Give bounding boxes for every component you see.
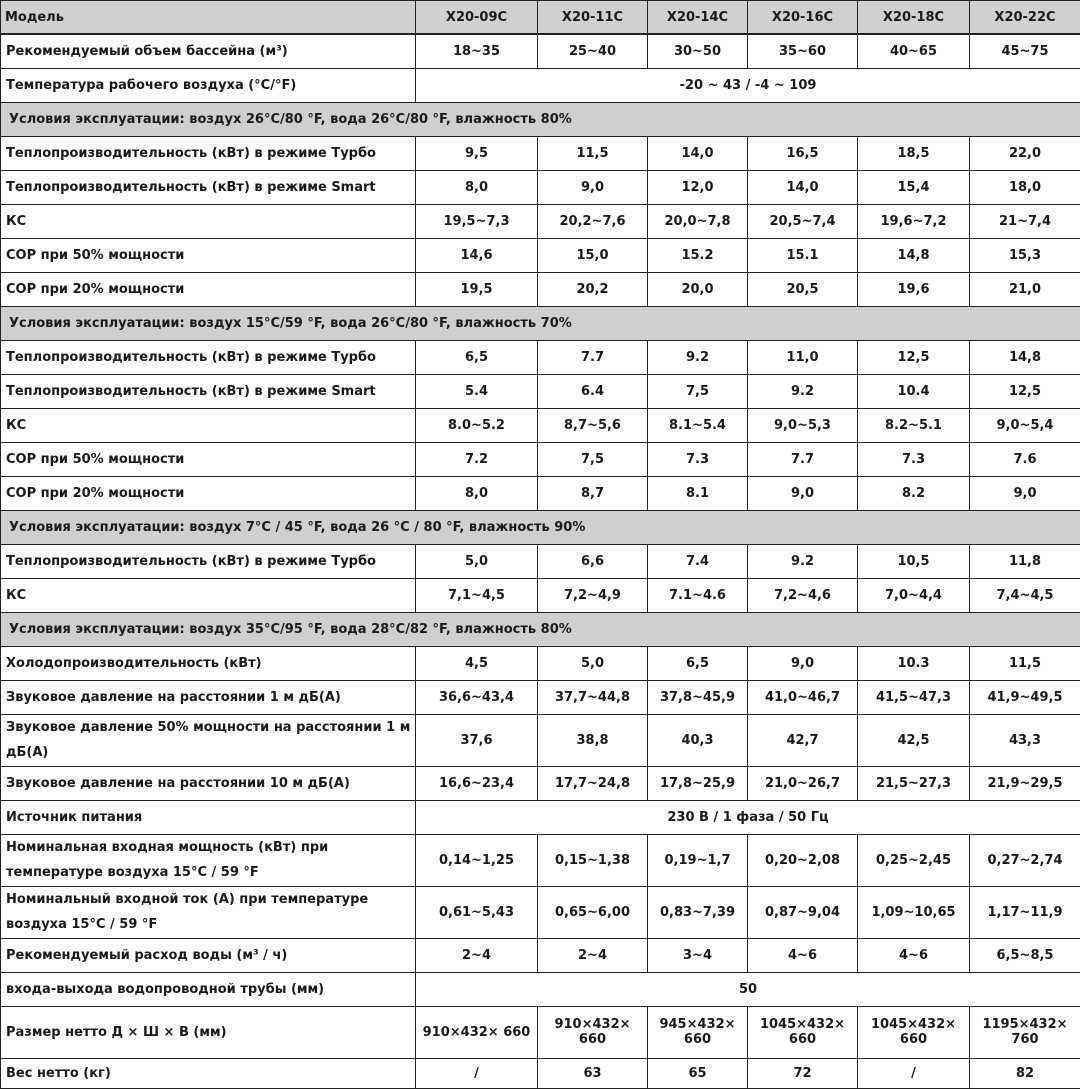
table-row [1,646,1080,680]
section-title: Условия эксплуатации: воздух 35°C/95 °F, вода 28°C/82 °F, влажность 80% [1,612,1080,646]
row-value: 8.0~5.2 [416,408,538,442]
row-label: Звуковое давление на расстоянии 10 м дБ(А) [1,766,416,800]
row-label: КС [1,578,416,612]
row-value: 7,5 [648,374,748,408]
row-value: 7.3 [858,442,970,476]
row-value: 6.4 [538,374,648,408]
table-row [1,1006,1080,1058]
row-value: 42,5 [858,714,970,766]
row-value: 14,0 [648,136,748,170]
row-label: Теплопроизводительность (кВт) в режиме Турбо [1,136,416,170]
row-value: 43,3 [970,714,1080,766]
row-value: 1,17~11,9 [970,886,1080,938]
row-value: 8.1 [648,476,748,510]
row-value: 2~4 [538,938,648,972]
header-model: X20-18C [858,1,970,35]
row-value: 16,5 [748,136,858,170]
row-value: 7,2~4,9 [538,578,648,612]
table-row [1,680,1080,714]
row-value: 1045×432× 660 [858,1006,970,1058]
row-value: 5,0 [538,646,648,680]
row-label: Звуковое давление 50% мощности на расстоянии 1 м дБ(А) [1,714,416,766]
table-row [1,1058,1080,1088]
row-value: 30~50 [648,34,748,68]
row-value: 19,6 [858,272,970,306]
table-row [1,136,1080,170]
section-title: Условия эксплуатации: воздух 15°C/59 °F, вода 26°C/80 °F, влажность 70% [1,306,1080,340]
row-value: 82 [970,1058,1080,1088]
row-value: 1045×432× 660 [748,1006,858,1058]
row-value: 0,61~5,43 [416,886,538,938]
row-value: 10,5 [858,544,970,578]
row-label: Рекомендуемый расход воды (м³ / ч) [1,938,416,972]
section-row [1,102,1080,136]
row-value: 9,0~5,4 [970,408,1080,442]
row-value: 22,0 [970,136,1080,170]
row-value: 5.4 [416,374,538,408]
row-label: Вес нетто (кг) [1,1058,416,1088]
row-label: Звуковое давление на расстоянии 1 м дБ(А) [1,680,416,714]
row-value: 35~60 [748,34,858,68]
row-value: 4~6 [858,938,970,972]
row-label: Рекомендуемый объем бассейна (м³) [1,34,416,68]
row-label: COP при 20% мощности [1,476,416,510]
row-label: Температура рабочего воздуха (°C/°F) [1,68,416,102]
row-label: Теплопроизводительность (кВт) в режиме Турбо [1,340,416,374]
row-value: 0,14~1,25 [416,834,538,886]
section-row [1,510,1080,544]
row-value: 6,5~8,5 [970,938,1080,972]
row-label: Теплопроизводительность (кВт) в режиме Smart [1,170,416,204]
row-value: 15,3 [970,238,1080,272]
table-row [1,68,1080,102]
row-value: 45~75 [970,34,1080,68]
row-value: 6,5 [416,340,538,374]
row-value: 910×432× 660 [538,1006,648,1058]
table-row [1,476,1080,510]
table-row [1,972,1080,1006]
row-value: 37,7~44,8 [538,680,648,714]
row-value: 7.7 [748,442,858,476]
row-value: 7,1~4,5 [416,578,538,612]
row-value: 38,8 [538,714,648,766]
table-row [1,834,1080,886]
row-value: 10.3 [858,646,970,680]
row-value: 10.4 [858,374,970,408]
row-label: КС [1,204,416,238]
table-row [1,340,1080,374]
row-value: 14,8 [970,340,1080,374]
row-value: 12,0 [648,170,748,204]
row-label: COP при 50% мощности [1,442,416,476]
header-model: X20-11C [538,1,648,35]
row-value: / [858,1058,970,1088]
row-value: 0,25~2,45 [858,834,970,886]
row-value: 19,5 [416,272,538,306]
header-model-label: Модель [1,1,416,35]
row-value: 15,0 [538,238,648,272]
row-value: 65 [648,1058,748,1088]
row-label: Номинальный входной ток (А) при температуре воздуха 15°C / 59 °F [1,886,416,938]
row-value: 7.1~4.6 [648,578,748,612]
row-value: 9,0~5,3 [748,408,858,442]
section-row [1,612,1080,646]
row-value: 41,9~49,5 [970,680,1080,714]
section-title: Условия эксплуатации: воздух 7°C / 45 °F, вода 26 °C / 80 °F, влажность 90% [1,510,1080,544]
table-row [1,800,1080,834]
header-row [1,1,1080,35]
row-label: COP при 20% мощности [1,272,416,306]
row-value: 20,0 [648,272,748,306]
row-value: 19,5~7,3 [416,204,538,238]
row-value: 9,5 [416,136,538,170]
row-label: входа-выхода водопроводной трубы (мм) [1,972,416,1006]
row-value: 0,27~2,74 [970,834,1080,886]
row-value: 0,65~6,00 [538,886,648,938]
row-value: 7,4~4,5 [970,578,1080,612]
row-label: Размер нетто Д × Ш × В (мм) [1,1006,416,1058]
table-row [1,408,1080,442]
section-title: Условия эксплуатации: воздух 26°C/80 °F, вода 26°C/80 °F, влажность 80% [1,102,1080,136]
row-value: 4,5 [416,646,538,680]
row-value: 9.2 [748,544,858,578]
row-value: 9,0 [748,476,858,510]
row-value: 20,0~7,8 [648,204,748,238]
row-value: 7,2~4,6 [748,578,858,612]
row-value: 8.2~5.1 [858,408,970,442]
row-value: 6,6 [538,544,648,578]
row-value: 11,8 [970,544,1080,578]
row-value: 11,5 [538,136,648,170]
row-value: 11,0 [748,340,858,374]
row-value: 19,6~7,2 [858,204,970,238]
table-row [1,238,1080,272]
row-value: 7.7 [538,340,648,374]
row-value: 25~40 [538,34,648,68]
row-value-all-models: -20 ~ 43 / -4 ~ 109 [416,68,1080,102]
row-value: 7.3 [648,442,748,476]
row-value: 36,6~43,4 [416,680,538,714]
row-value: 0,83~7,39 [648,886,748,938]
table-row [1,170,1080,204]
row-value: 21,0 [970,272,1080,306]
row-value: 42,7 [748,714,858,766]
table-row [1,578,1080,612]
row-value: 72 [748,1058,858,1088]
header-model: X20-16C [748,1,858,35]
spec-body [1,34,1080,1088]
row-value: 4~6 [748,938,858,972]
row-value: 21~7,4 [970,204,1080,238]
table-row [1,204,1080,238]
row-value: 9.2 [748,374,858,408]
header-model: X20-14C [648,1,748,35]
table-row [1,714,1080,766]
table-row [1,766,1080,800]
row-value: 0,20~2,08 [748,834,858,886]
table-row [1,886,1080,938]
row-value: 15,4 [858,170,970,204]
section-row [1,306,1080,340]
header-model: X20-22C [970,1,1080,35]
row-value: 20,5~7,4 [748,204,858,238]
row-value: 0,87~9,04 [748,886,858,938]
row-value: 12,5 [970,374,1080,408]
row-value-all-models: 50 [416,972,1080,1006]
row-value: 18~35 [416,34,538,68]
row-value: 1195×432× 760 [970,1006,1080,1058]
row-value: 14,8 [858,238,970,272]
row-value: 14,0 [748,170,858,204]
row-value-all-models: 230 В / 1 фаза / 50 Гц [416,800,1080,834]
row-value: 18,5 [858,136,970,170]
row-value: 9,0 [970,476,1080,510]
row-value: 21,5~27,3 [858,766,970,800]
row-value: 7.2 [416,442,538,476]
row-value: 0,15~1,38 [538,834,648,886]
row-value: 910×432× 660 [416,1006,538,1058]
table-row [1,544,1080,578]
row-value: 37,6 [416,714,538,766]
table-row [1,442,1080,476]
row-value: 16,6~23,4 [416,766,538,800]
row-label: Источник питания [1,800,416,834]
row-value: 7.6 [970,442,1080,476]
row-value: 40~65 [858,34,970,68]
row-value: 9,0 [748,646,858,680]
row-value: 12,5 [858,340,970,374]
row-value: 14,6 [416,238,538,272]
row-value: 3~4 [648,938,748,972]
row-value: 8.2 [858,476,970,510]
row-value: / [416,1058,538,1088]
row-value: 5,0 [416,544,538,578]
table-row [1,374,1080,408]
row-value: 6,5 [648,646,748,680]
row-value: 18,0 [970,170,1080,204]
row-value: 21,0~26,7 [748,766,858,800]
table-row [1,272,1080,306]
row-value: 0,19~1,7 [648,834,748,886]
row-value: 8,0 [416,170,538,204]
row-value: 7.4 [648,544,748,578]
table-row [1,938,1080,972]
row-label: Холодопроизводительность (кВт) [1,646,416,680]
row-value: 11,5 [970,646,1080,680]
row-label: Теплопроизводительность (кВт) в режиме Турбо [1,544,416,578]
row-value: 20,2 [538,272,648,306]
row-label: COP при 50% мощности [1,238,416,272]
row-value: 17,8~25,9 [648,766,748,800]
row-value: 9,0 [538,170,648,204]
row-value: 8.1~5.4 [648,408,748,442]
row-label: КС [1,408,416,442]
row-label: Теплопроизводительность (кВт) в режиме Smart [1,374,416,408]
row-label: Номинальная входная мощность (кВт) при температуре воздуха 15°C / 59 °F [1,834,416,886]
row-value: 8,0 [416,476,538,510]
row-value: 7,0~4,4 [858,578,970,612]
row-value: 2~4 [416,938,538,972]
row-value: 40,3 [648,714,748,766]
row-value: 20,2~7,6 [538,204,648,238]
row-value: 9.2 [648,340,748,374]
row-value: 41,5~47,3 [858,680,970,714]
row-value: 945×432× 660 [648,1006,748,1058]
row-value: 15.1 [748,238,858,272]
row-value: 20,5 [748,272,858,306]
row-value: 15.2 [648,238,748,272]
row-value: 8,7~5,6 [538,408,648,442]
row-value: 7,5 [538,442,648,476]
row-value: 41,0~46,7 [748,680,858,714]
row-value: 21,9~29,5 [970,766,1080,800]
header-model: X20-09C [416,1,538,35]
row-value: 1,09~10,65 [858,886,970,938]
row-value: 17,7~24,8 [538,766,648,800]
row-value: 63 [538,1058,648,1088]
table-row [1,34,1080,68]
row-value: 8,7 [538,476,648,510]
row-value: 37,8~45,9 [648,680,748,714]
